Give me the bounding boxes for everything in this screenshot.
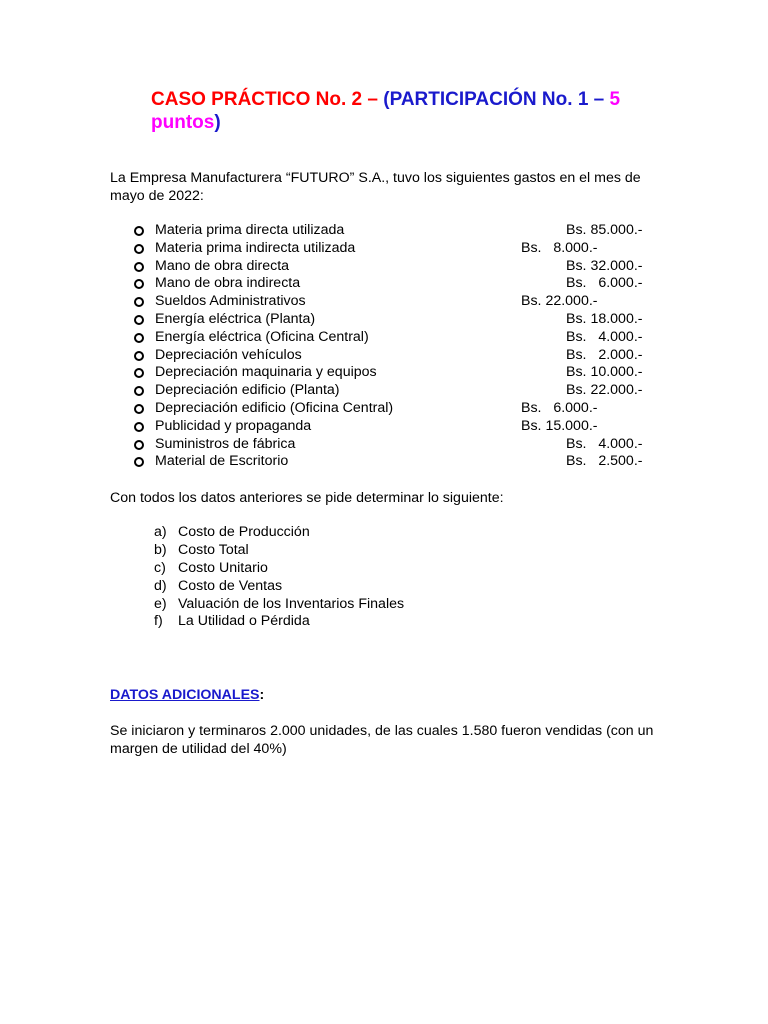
circle-bullet-icon <box>134 440 144 450</box>
title-close-paren: ) <box>214 112 221 133</box>
task-letter: c) <box>154 559 166 576</box>
task-letter: e) <box>154 595 167 612</box>
expense-item <box>130 418 670 436</box>
circle-bullet-icon <box>134 315 144 325</box>
expense-amount: Bs. 85.000.- <box>566 222 643 238</box>
expense-item <box>130 364 670 382</box>
instruction-paragraph: Con todos los datos anteriores se pide determinar lo siguiente: <box>110 490 504 506</box>
expense-label: Sueldos Administrativos <box>155 293 306 310</box>
circle-bullet-icon <box>134 297 144 307</box>
additional-data-heading <box>110 686 264 704</box>
expense-item <box>130 453 670 471</box>
expense-label: Mano de obra directa <box>155 257 290 274</box>
expense-amount: Bs. 6.000.- <box>566 275 643 292</box>
expense-item <box>130 293 670 311</box>
expense-amount: Bs. 18.000.- <box>566 310 643 327</box>
expense-label: Publicidad y propaganda <box>155 417 312 434</box>
circle-bullet-icon <box>134 279 144 289</box>
task-letter: b) <box>154 541 167 558</box>
task-letter: f) <box>154 613 163 630</box>
expense-amount: Bs. 4.000.- <box>566 328 643 345</box>
expense-item <box>130 222 670 240</box>
expense-amount: Bs. 10.000.- <box>566 364 643 381</box>
expense-item <box>130 311 670 329</box>
title-participation: (PARTICIPACIÓN No. 1 – <box>383 89 610 110</box>
expense-item <box>130 382 670 400</box>
circle-bullet-icon <box>134 422 144 432</box>
task-text: Costo Unitario <box>178 559 268 576</box>
expense-item <box>130 436 670 454</box>
expense-item <box>130 240 670 258</box>
expense-item <box>130 258 670 276</box>
expense-item <box>130 275 670 293</box>
expense-label: Energía eléctrica (Oficina Central) <box>155 328 369 345</box>
additional-data-colon: : <box>259 687 265 703</box>
expense-label: Depreciación edificio (Oficina Central) <box>155 399 394 416</box>
expense-item <box>130 329 670 347</box>
expense-amount: Bs. 22.000.- <box>566 382 643 399</box>
expense-item <box>130 347 670 365</box>
expense-amount: Bs. 4.000.- <box>566 435 643 452</box>
circle-bullet-icon <box>134 457 144 467</box>
circle-bullet-icon <box>134 333 144 343</box>
circle-bullet-icon <box>134 404 144 414</box>
expense-list <box>130 222 670 471</box>
intro-paragraph: La Empresa Manufacturera “FUTURO” S.A., tuvo los siguientes gastos en el mes de mayo de 2022: <box>110 170 641 204</box>
task-text: La Utilidad o Pérdida <box>178 613 310 630</box>
expense-amount: Bs. 8.000.- <box>521 239 598 256</box>
expense-label: Depreciación maquinaria y equipos <box>155 364 377 381</box>
task-text: Costo de Ventas <box>178 577 283 594</box>
expense-label: Materia prima indirecta utilizada <box>155 239 356 256</box>
circle-bullet-icon <box>134 351 144 361</box>
task-text: Costo Total <box>178 541 249 558</box>
circle-bullet-icon <box>134 368 144 378</box>
task-text: Valuación de los Inventarios Finales <box>178 595 405 612</box>
expense-item <box>130 400 670 418</box>
expense-amount: Bs. 2.500.- <box>566 453 643 470</box>
task-letter: a) <box>154 524 167 540</box>
expense-label: Material de Escritorio <box>155 453 289 470</box>
title-case: CASO PRÁCTICO No. 2 – <box>151 89 384 110</box>
circle-bullet-icon <box>134 244 144 254</box>
expense-amount: Bs. 32.000.- <box>566 257 643 274</box>
expense-label: Depreciación edificio (Planta) <box>155 382 340 399</box>
circle-bullet-icon <box>134 262 144 272</box>
expense-label: Materia prima directa utilizada <box>155 222 345 238</box>
expense-label: Energía eléctrica (Planta) <box>155 310 316 327</box>
title-points: 5 puntos <box>151 89 621 133</box>
expense-label: Suministros de fábrica <box>155 435 296 452</box>
expense-amount: Bs. 22.000.- <box>521 293 598 310</box>
expense-amount: Bs. 2.000.- <box>566 346 643 363</box>
circle-bullet-icon <box>134 386 144 396</box>
additional-data-paragraph: Se iniciaron y terminaros 2.000 unidades, de las cuales 1.580 fueron vendidas (con un margen de utilidad del 40%) <box>110 723 654 757</box>
task-text: Costo de Producción <box>178 524 310 540</box>
additional-data-label: DATOS ADICIONALES <box>110 687 260 703</box>
task-letter: d) <box>154 577 167 594</box>
expense-label: Depreciación vehículos <box>155 346 302 363</box>
circle-bullet-icon <box>134 226 144 236</box>
expense-label: Mano de obra indirecta <box>155 275 301 292</box>
expense-amount: Bs. 15.000.- <box>521 417 598 434</box>
expense-amount: Bs. 6.000.- <box>521 399 598 416</box>
page-title <box>151 88 671 134</box>
